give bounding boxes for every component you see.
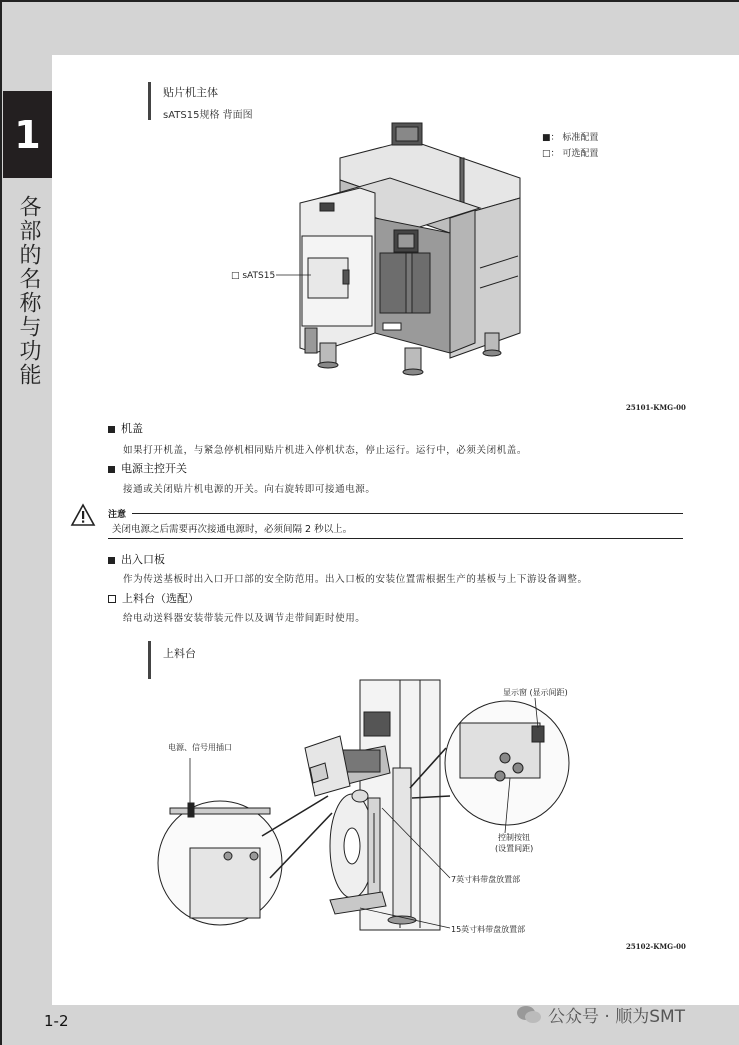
item-text-io-plate: 作为传送基板时出入口开口部的安全防范用。出入口板的安装位置需根据生产的基板与上下游设备调整。 [123, 574, 588, 585]
item-text-power-switch: 接通或关闭贴片机电源的开关。向右旋转即可接通电源。 [123, 484, 376, 495]
legend-optional [542, 146, 598, 159]
legend-standard [542, 130, 598, 143]
legend-mark: □ [542, 149, 551, 159]
figure-caption: 25101-KMG-00 [626, 403, 686, 412]
chapter-number-tab: 1 [3, 91, 52, 178]
square-hollow-icon [108, 595, 116, 603]
top-border [0, 0, 739, 2]
watermark [516, 1002, 685, 1027]
note-rule-top [132, 513, 683, 514]
callout-reel-15inch: 15英寸料带盘放置部 [451, 925, 526, 934]
chapter-title: 各部的名称与功能 [16, 195, 41, 387]
leader-line [273, 270, 313, 280]
item-title-io-plate: 出入口板 [108, 551, 165, 567]
page-number: 1-2 [44, 1012, 69, 1030]
note-rule-bottom [108, 538, 683, 539]
callout-power-socket: 电源、信号用插口 [168, 743, 232, 752]
section-subtitle: sATS15规格 背面图 [163, 110, 253, 121]
square-filled-icon [108, 426, 115, 433]
callout-control-button: 控制按钮 [498, 833, 530, 842]
item-title-power-switch: 电源主控开关 [108, 460, 187, 476]
note-text: 关闭电源之后需要再次接通电源时，必须间隔 2 秒以上。 [112, 524, 353, 535]
section-bar [148, 641, 151, 679]
callout-display-window: 显示窗 (显示间距) [503, 688, 568, 697]
square-filled-icon [108, 557, 115, 564]
item-title-loading-table: 上料台（选配） [108, 590, 199, 606]
square-filled-icon [108, 466, 115, 473]
callout-control-button-sub: (设置间距) [495, 844, 534, 853]
section-title-loading-table: 上料台 [163, 647, 196, 660]
wechat-icon [516, 1004, 542, 1026]
legend-text: ： 标准配置 [550, 133, 599, 143]
item-text-loading-table: 给电动送料器安装带装元件以及调节走带间距时使用。 [123, 613, 366, 624]
callout-sats15: □ sATS15 [231, 271, 276, 281]
legend-text: ： 可选配置 [550, 149, 599, 159]
loading-table-illustration [150, 678, 580, 940]
note-label: 注意 [108, 510, 127, 520]
item-title-cover: 机盖 [108, 420, 143, 436]
section-title: 贴片机主体 [163, 86, 218, 99]
section-bar [148, 82, 151, 120]
figure-caption: 25102-KMG-00 [626, 942, 686, 951]
warning-icon [70, 503, 96, 527]
left-border [0, 0, 2, 1045]
callout-reel-7inch: 7英寸料带盘放置部 [451, 875, 521, 884]
item-text-cover: 如果打开机盖，与紧急停机相同贴片机进入停机状态，停止运行。运行中，必须关闭机盖。 [123, 445, 528, 456]
machine-illustration [280, 118, 530, 393]
legend-mark: ■ [542, 133, 551, 143]
watermark-text: 公众号 · 顺为SMT [548, 1007, 686, 1027]
